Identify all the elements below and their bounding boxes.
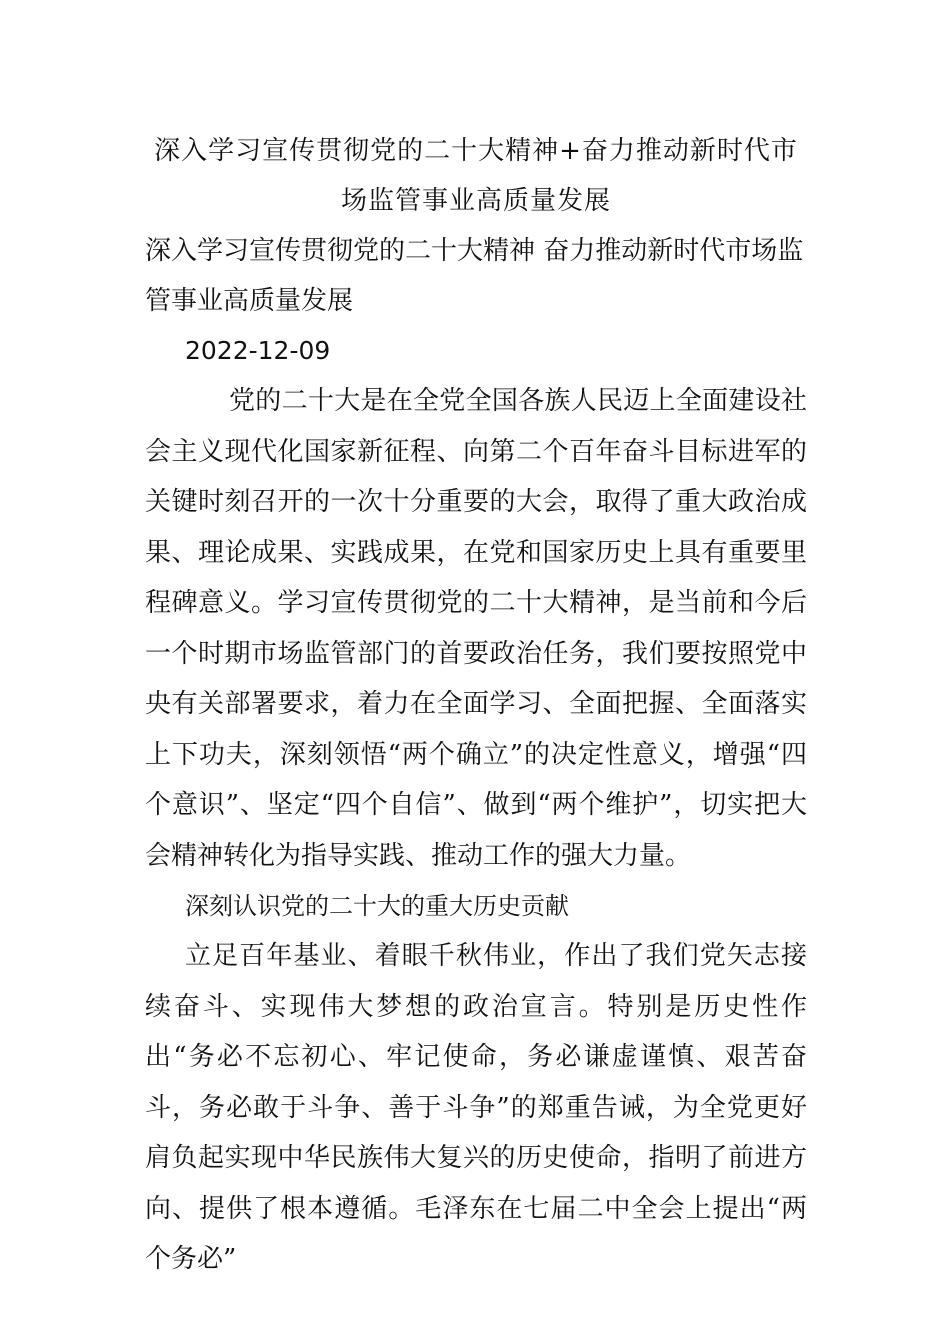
document-subtitle: 深入学习宣传贯彻党的二十大精神 奋力推动新时代市场监管事业高质量发展 [145,236,804,316]
body-paragraph-1: 党的二十大是在全党全国各族人民迈上全面建设社会主义现代化国家新征程、向第二个百年奋斗目标进军的关键时刻召开的一次十分重要的大会，取得了重大政治成果、理论成果、实践成果，在党和国家历史上具有重要里程碑意义。学习宣传贯彻党的二十大精神，是当前和今后一个时期市场监管部门的首要政治任务，我们要按照党中央有关部署要求，着力在全面学习、全面把握、全面落实上下功夫，深刻领悟“两个确立”的决定性意义，增强“四个意识”、坚定“四个自信”、做到“两个维护”，切实把大会精神转化为指导实践、推动工作的强大力量。 [145,386,807,871]
body-paragraph-2: 立足百年基业、着眼千秋伟业，作出了我们党矢志接续奋斗、实现伟大梦想的政治宣言。特别是历史性作出“务必不忘初心、牢记使命，务必谦虚谨慎、艰苦奋斗，务必敢于斗争、善于斗争”的郑重告诫，为全党更好肩负起实现中华民族伟大复兴的历史使命，指明了前进方向、提供了根本遵循。毛泽东在七届二中全会上提出“两个务必” [145,941,807,1274]
section-heading: 深刻认识党的二十大的重大历史贡献 [185,892,569,920]
document-title: 深入学习宣传贯彻党的二十大精神+奋力推动新时代市场监管事业高质量发展 [154,136,798,216]
publish-date: 2022-12-09 [185,336,331,365]
document-page [145,126,807,1285]
